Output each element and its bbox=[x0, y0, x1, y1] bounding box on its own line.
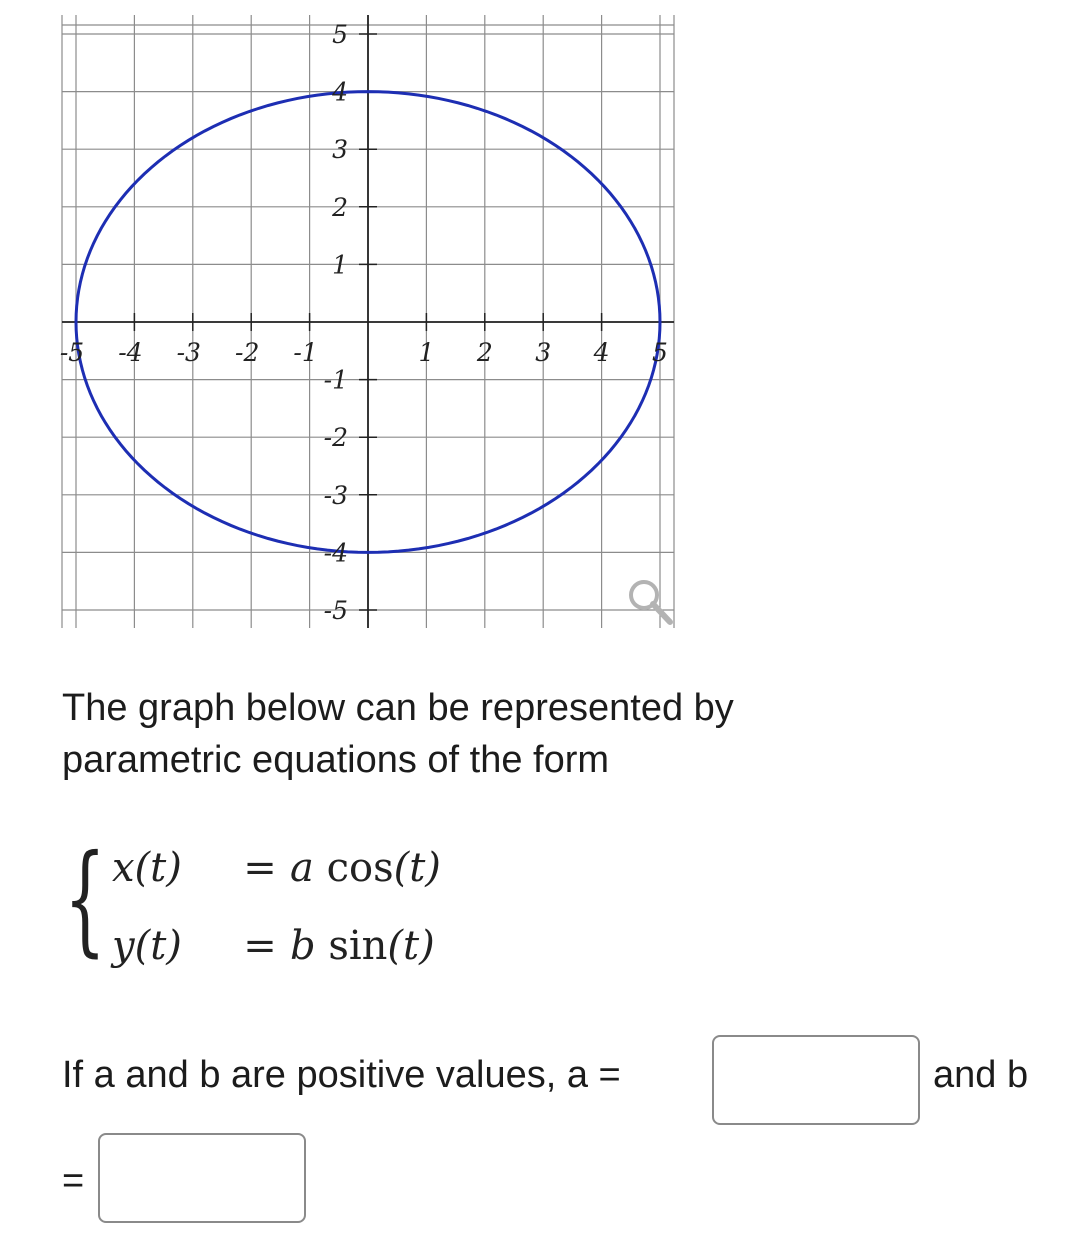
y-tick-label: 2 bbox=[332, 192, 348, 222]
y-tick-label: 4 bbox=[332, 77, 348, 107]
x-tick-label: -5 bbox=[59, 338, 85, 367]
x-tick-labels bbox=[60, 338, 668, 367]
x-arg: (t) bbox=[393, 845, 441, 891]
a-answer-input[interactable] bbox=[712, 1035, 920, 1125]
x-tick-label: 4 bbox=[593, 338, 610, 367]
question-text: If a and b are positive values, a = bbox=[62, 1054, 621, 1096]
x-fn: cos bbox=[326, 845, 394, 891]
magnifier-icon[interactable] bbox=[631, 582, 670, 622]
x-tick-label: -3 bbox=[176, 338, 201, 367]
equation-y bbox=[112, 923, 435, 969]
y-tick-label: -3 bbox=[323, 480, 348, 510]
y-coef: b bbox=[290, 923, 316, 969]
and-b-text: and b bbox=[933, 1054, 1029, 1096]
y-fn: sin bbox=[328, 923, 388, 969]
x-tick-label: 2 bbox=[476, 338, 493, 367]
y-lhs: y(t) bbox=[112, 923, 182, 969]
y-arg: (t) bbox=[387, 923, 435, 969]
y-tick-label: 1 bbox=[332, 250, 348, 280]
prompt-line-2: parametric equations of the form bbox=[62, 739, 610, 781]
x-tick-label: 5 bbox=[652, 338, 668, 367]
prompt-text bbox=[62, 682, 922, 786]
equation-x bbox=[112, 845, 441, 891]
y-tick-label: -1 bbox=[323, 365, 348, 395]
y-equals: = bbox=[243, 923, 277, 969]
left-brace: { bbox=[64, 830, 106, 969]
y-tick-label: -2 bbox=[323, 423, 348, 453]
x-equals: = bbox=[243, 845, 277, 891]
x-tick-label: -4 bbox=[118, 338, 143, 367]
b-equals-sign: = bbox=[62, 1160, 85, 1202]
y-tick-label: -5 bbox=[323, 596, 348, 625]
x-tick-label: -1 bbox=[293, 338, 318, 367]
axes bbox=[59, 15, 674, 628]
x-lhs: x(t) bbox=[112, 845, 182, 891]
x-tick-label: 3 bbox=[535, 338, 552, 367]
x-tick-label: -2 bbox=[235, 338, 260, 367]
x-coef: a bbox=[290, 845, 314, 891]
prompt-line-1: The graph below can be represented by bbox=[62, 687, 734, 729]
x-tick-label: 1 bbox=[418, 338, 435, 367]
parametric-equations bbox=[62, 830, 482, 980]
y-tick-label: 3 bbox=[332, 135, 348, 165]
y-tick-label: -4 bbox=[323, 538, 348, 568]
b-answer-input[interactable] bbox=[98, 1133, 306, 1223]
y-tick-label: 5 bbox=[332, 20, 348, 49]
